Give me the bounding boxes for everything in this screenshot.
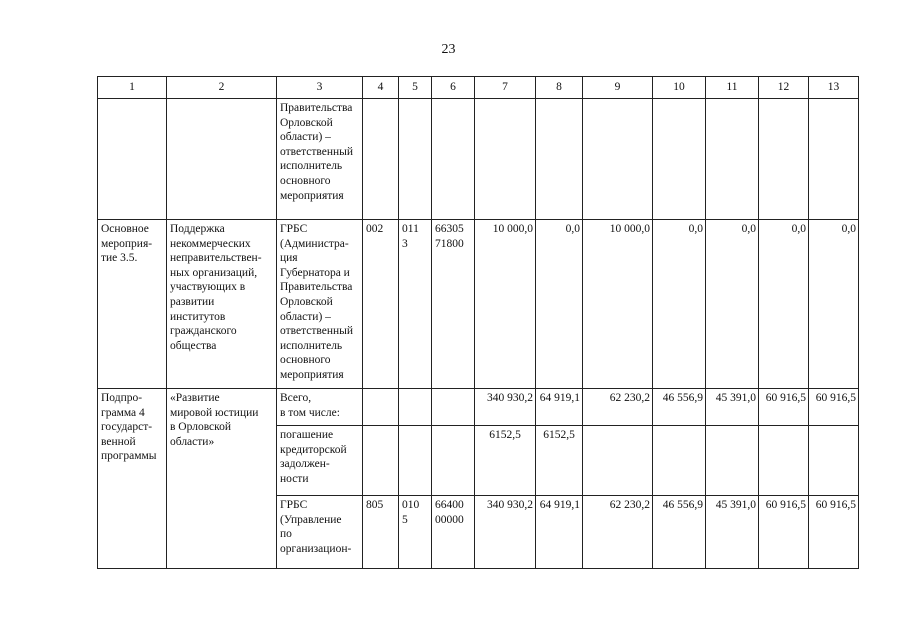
value-cell: 0,0 bbox=[759, 220, 809, 389]
value-cell: 46 556,9 bbox=[653, 496, 706, 569]
header-cell: 1 bbox=[98, 77, 167, 99]
header-cell: 9 bbox=[583, 77, 653, 99]
rzpr-code-cell: 010 5 bbox=[399, 496, 432, 569]
value-cell bbox=[706, 426, 759, 496]
csr-code-cell: 66305 71800 bbox=[432, 220, 475, 389]
value-cell bbox=[653, 99, 706, 220]
value-cell: 45 391,0 bbox=[706, 496, 759, 569]
row-name-cell: Поддержка некоммерческих неправительствен- ных организаций, участвующих в развитии институтов гражданского общества bbox=[167, 220, 277, 389]
header-cell: 6 bbox=[432, 77, 475, 99]
value-cell bbox=[759, 426, 809, 496]
page-number: 23 bbox=[441, 42, 456, 57]
grbs-code-cell bbox=[363, 426, 399, 496]
value-cell: 340 930,2 bbox=[475, 496, 536, 569]
header-cell: 5 bbox=[399, 77, 432, 99]
value-cell: 60 916,5 bbox=[759, 496, 809, 569]
value-cell bbox=[759, 99, 809, 220]
header-cell: 13 bbox=[809, 77, 859, 99]
value-cell bbox=[809, 426, 859, 496]
row-executor-cell: ГРБС (Администра- ция Губернатора и Правительства Орловской области) – ответственный исполнитель основного мероприятия bbox=[277, 220, 363, 389]
grbs-code-cell bbox=[363, 389, 399, 426]
value-cell bbox=[809, 99, 859, 220]
table-row bbox=[98, 220, 859, 389]
grbs-code-cell: 805 bbox=[363, 496, 399, 569]
value-cell: 64 919,1 bbox=[536, 496, 583, 569]
row-name-cell: «Развитие мировой юстиции в Орловской области» bbox=[167, 389, 277, 569]
value-cell: 0,0 bbox=[536, 220, 583, 389]
value-cell: 6152,5 bbox=[536, 426, 583, 496]
value-cell bbox=[583, 99, 653, 220]
header-cell: 8 bbox=[536, 77, 583, 99]
rzpr-code-cell bbox=[399, 99, 432, 220]
value-cell: 60 916,5 bbox=[809, 389, 859, 426]
value-cell: 6152,5 bbox=[475, 426, 536, 496]
row-executor-cell: погашение кредиторской задолжен- ности bbox=[277, 426, 363, 496]
row-name-cell bbox=[167, 99, 277, 220]
csr-code-cell bbox=[432, 426, 475, 496]
value-cell bbox=[653, 426, 706, 496]
row-code-cell bbox=[98, 99, 167, 220]
rzpr-code-cell bbox=[399, 389, 432, 426]
grbs-code-cell bbox=[363, 99, 399, 220]
value-cell: 340 930,2 bbox=[475, 389, 536, 426]
header-cell: 4 bbox=[363, 77, 399, 99]
value-cell: 46 556,9 bbox=[653, 389, 706, 426]
rzpr-code-cell bbox=[399, 426, 432, 496]
row-executor-cell: Правительства Орловской области) – ответственный исполнитель основного мероприятия bbox=[277, 99, 363, 220]
header-row bbox=[98, 77, 859, 99]
row-code-cell: Подпро- грамма 4 государст- венной программы bbox=[98, 389, 167, 569]
value-cell: 60 916,5 bbox=[759, 389, 809, 426]
row-code-cell: Основное мероприя- тие 3.5. bbox=[98, 220, 167, 389]
header-cell: 11 bbox=[706, 77, 759, 99]
header-cell: 3 bbox=[277, 77, 363, 99]
value-cell: 45 391,0 bbox=[706, 389, 759, 426]
row-executor-cell: Всего, в том числе: bbox=[277, 389, 363, 426]
value-cell: 64 919,1 bbox=[536, 389, 583, 426]
value-cell bbox=[583, 426, 653, 496]
header-cell: 2 bbox=[167, 77, 277, 99]
value-cell: 62 230,2 bbox=[583, 389, 653, 426]
value-cell bbox=[475, 99, 536, 220]
value-cell bbox=[706, 99, 759, 220]
value-cell: 60 916,5 bbox=[809, 496, 859, 569]
csr-code-cell bbox=[432, 99, 475, 220]
budget-table bbox=[97, 76, 859, 569]
header-cell: 7 bbox=[475, 77, 536, 99]
value-cell: 10 000,0 bbox=[475, 220, 536, 389]
value-cell: 0,0 bbox=[706, 220, 759, 389]
header-cell: 10 bbox=[653, 77, 706, 99]
value-cell: 0,0 bbox=[653, 220, 706, 389]
value-cell: 62 230,2 bbox=[583, 496, 653, 569]
table-row bbox=[98, 389, 859, 426]
value-cell: 0,0 bbox=[809, 220, 859, 389]
csr-code-cell: 66400 00000 bbox=[432, 496, 475, 569]
header-cell: 12 bbox=[759, 77, 809, 99]
csr-code-cell bbox=[432, 389, 475, 426]
table-row bbox=[98, 99, 859, 220]
row-executor-cell: ГРБС (Управление по организацион- bbox=[277, 496, 363, 569]
grbs-code-cell: 002 bbox=[363, 220, 399, 389]
value-cell: 10 000,0 bbox=[583, 220, 653, 389]
rzpr-code-cell: 011 3 bbox=[399, 220, 432, 389]
value-cell bbox=[536, 99, 583, 220]
